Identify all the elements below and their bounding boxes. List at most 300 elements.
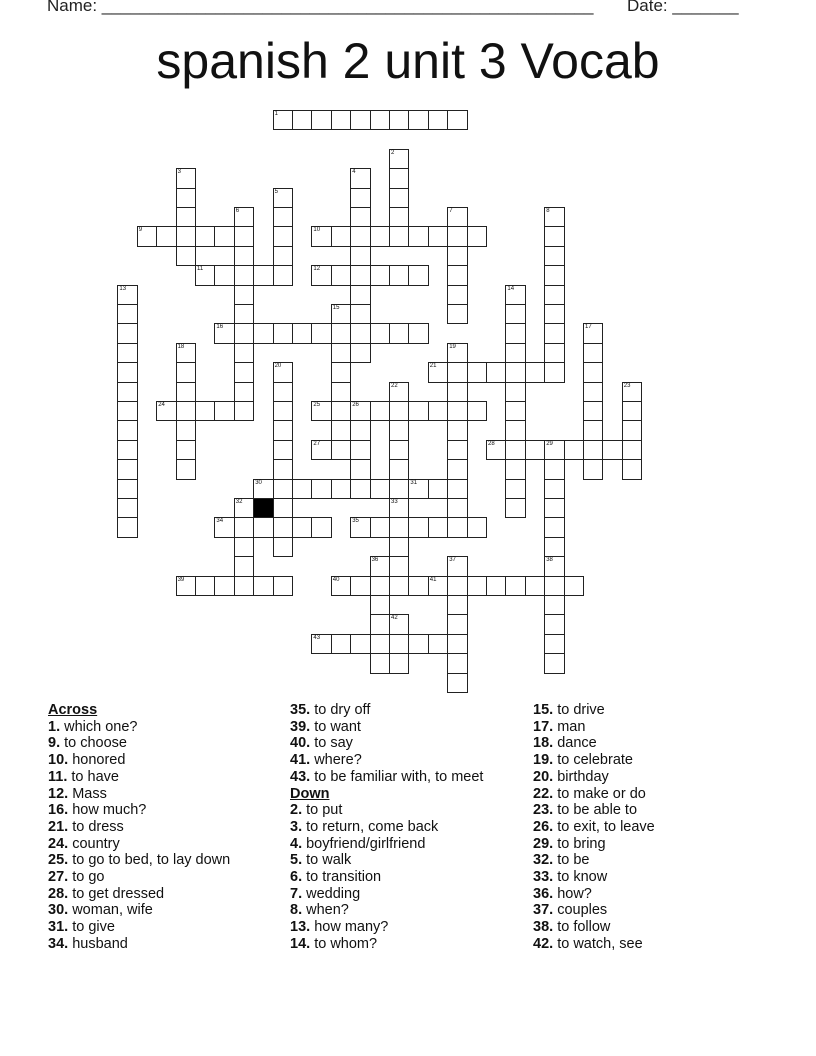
grid-cell[interactable] bbox=[370, 556, 390, 576]
grid-cell[interactable] bbox=[350, 420, 370, 440]
grid-cell[interactable] bbox=[583, 382, 603, 402]
grid-cell[interactable] bbox=[273, 517, 293, 537]
clue-item-number: 35. bbox=[290, 702, 311, 718]
grid-cell[interactable] bbox=[273, 362, 293, 382]
grid-cell[interactable] bbox=[370, 323, 390, 343]
grid-cell[interactable] bbox=[428, 110, 448, 130]
clue-item-number: 34. bbox=[48, 935, 69, 952]
clue-number: 5 bbox=[274, 188, 278, 195]
grid-cell[interactable] bbox=[428, 479, 448, 499]
grid-cell[interactable] bbox=[447, 517, 467, 537]
grid-cell[interactable] bbox=[234, 323, 254, 343]
grid-cell[interactable] bbox=[544, 517, 564, 537]
grid-cell[interactable] bbox=[331, 304, 351, 324]
grid-cell[interactable] bbox=[428, 576, 448, 596]
grid-cell[interactable] bbox=[408, 265, 428, 285]
grid-cell[interactable] bbox=[273, 459, 293, 479]
grid-cell[interactable] bbox=[273, 440, 293, 460]
grid-cell[interactable] bbox=[544, 285, 564, 305]
grid-cell[interactable] bbox=[234, 265, 254, 285]
grid-cell[interactable] bbox=[622, 459, 642, 479]
grid-cell[interactable] bbox=[467, 576, 487, 596]
grid-cell[interactable] bbox=[544, 595, 564, 615]
grid-cell[interactable] bbox=[370, 595, 390, 615]
clue-item-text: to exit, to leave bbox=[553, 818, 655, 835]
grid-cell[interactable] bbox=[311, 226, 331, 246]
clue-number: 27 bbox=[313, 440, 321, 447]
grid-cell[interactable] bbox=[544, 246, 564, 266]
clue-item-text: to dress bbox=[68, 818, 124, 835]
grid-cell[interactable] bbox=[234, 382, 254, 402]
grid-cell[interactable] bbox=[447, 285, 467, 305]
grid-cell[interactable] bbox=[117, 304, 137, 324]
clue-item-number: 30. bbox=[48, 902, 69, 919]
grid-cell[interactable] bbox=[214, 401, 234, 421]
grid-cell[interactable] bbox=[331, 576, 351, 596]
grid-cell[interactable] bbox=[564, 576, 584, 596]
grid-cell[interactable] bbox=[311, 634, 331, 654]
grid-cell[interactable] bbox=[331, 420, 351, 440]
grid-cell[interactable] bbox=[564, 440, 584, 460]
grid-cell[interactable] bbox=[273, 246, 293, 266]
grid-cell[interactable] bbox=[408, 517, 428, 537]
grid-cell[interactable] bbox=[525, 440, 545, 460]
clue-item-number: 1. bbox=[48, 718, 61, 735]
grid-cell[interactable] bbox=[389, 479, 409, 499]
clue-item-text: woman, wife bbox=[68, 902, 153, 919]
grid-cell[interactable] bbox=[544, 653, 564, 673]
grid-cell[interactable] bbox=[544, 634, 564, 654]
grid-cell[interactable] bbox=[389, 576, 409, 596]
grid-cell[interactable] bbox=[447, 343, 467, 363]
grid-cell[interactable] bbox=[408, 479, 428, 499]
grid-cell[interactable] bbox=[234, 362, 254, 382]
grid-cell[interactable] bbox=[408, 634, 428, 654]
grid-cell[interactable] bbox=[525, 576, 545, 596]
grid-cell[interactable] bbox=[505, 343, 525, 363]
grid-cell[interactable] bbox=[505, 323, 525, 343]
grid-cell[interactable] bbox=[117, 498, 137, 518]
grid-cell[interactable] bbox=[505, 285, 525, 305]
grid-cell[interactable] bbox=[447, 576, 467, 596]
grid-cell[interactable] bbox=[467, 362, 487, 382]
grid-cell[interactable] bbox=[176, 226, 196, 246]
grid-cell[interactable] bbox=[447, 420, 467, 440]
grid-cell[interactable] bbox=[447, 382, 467, 402]
grid-cell[interactable] bbox=[408, 576, 428, 596]
grid-cell[interactable] bbox=[428, 362, 448, 382]
grid-cell[interactable] bbox=[583, 343, 603, 363]
grid-cell[interactable] bbox=[370, 634, 390, 654]
grid-cell[interactable] bbox=[428, 634, 448, 654]
grid-cell[interactable] bbox=[505, 401, 525, 421]
grid-cell[interactable] bbox=[117, 323, 137, 343]
grid-cell[interactable] bbox=[176, 188, 196, 208]
grid-cell[interactable] bbox=[273, 265, 293, 285]
grid-cell[interactable] bbox=[234, 285, 254, 305]
grid-cell[interactable] bbox=[525, 362, 545, 382]
grid-cell[interactable] bbox=[447, 653, 467, 673]
grid-cell[interactable] bbox=[195, 226, 215, 246]
clue-item-number: 12. bbox=[48, 785, 69, 802]
grid-cell[interactable] bbox=[292, 517, 312, 537]
grid-cell[interactable] bbox=[311, 479, 331, 499]
grid-cell[interactable] bbox=[311, 110, 331, 130]
grid-cell[interactable] bbox=[117, 517, 137, 537]
grid-cell[interactable] bbox=[389, 653, 409, 673]
grid-cell[interactable] bbox=[176, 246, 196, 266]
grid-cell[interactable] bbox=[447, 362, 467, 382]
grid-cell[interactable] bbox=[137, 226, 157, 246]
grid-cell[interactable] bbox=[350, 285, 370, 305]
grid-cell[interactable] bbox=[505, 459, 525, 479]
grid-cell[interactable] bbox=[273, 110, 293, 130]
grid-cell[interactable] bbox=[467, 226, 487, 246]
grid-cell[interactable] bbox=[389, 110, 409, 130]
clue-item bbox=[48, 919, 288, 936]
grid-cell[interactable] bbox=[156, 226, 176, 246]
grid-cell[interactable] bbox=[544, 459, 564, 479]
grid-cell[interactable] bbox=[389, 323, 409, 343]
clue-number: 21 bbox=[429, 363, 437, 370]
grid-cell[interactable] bbox=[505, 440, 525, 460]
grid-cell[interactable] bbox=[273, 382, 293, 402]
clue-number: 6 bbox=[235, 208, 240, 214]
grid-cell[interactable] bbox=[447, 246, 467, 266]
grid-cell[interactable] bbox=[176, 420, 196, 440]
grid-cell[interactable] bbox=[234, 246, 254, 266]
grid-cell[interactable] bbox=[214, 576, 234, 596]
grid-cell[interactable] bbox=[350, 401, 370, 421]
grid-cell[interactable] bbox=[370, 226, 390, 246]
grid-cell[interactable] bbox=[447, 556, 467, 576]
grid-cell[interactable] bbox=[253, 517, 273, 537]
grid-cell[interactable] bbox=[428, 517, 448, 537]
grid-cell[interactable] bbox=[292, 110, 312, 130]
grid-cell[interactable] bbox=[389, 459, 409, 479]
grid-cell[interactable] bbox=[176, 207, 196, 227]
grid-cell[interactable] bbox=[544, 479, 564, 499]
grid-cell[interactable] bbox=[273, 401, 293, 421]
grid-cell[interactable] bbox=[544, 207, 564, 227]
grid-cell[interactable] bbox=[350, 168, 370, 188]
grid-cell[interactable] bbox=[350, 246, 370, 266]
grid-cell[interactable] bbox=[583, 420, 603, 440]
grid-cell[interactable] bbox=[370, 265, 390, 285]
clue-item bbox=[533, 852, 773, 869]
grid-cell[interactable] bbox=[273, 479, 293, 499]
grid-cell[interactable] bbox=[350, 110, 370, 130]
grid-cell[interactable] bbox=[428, 226, 448, 246]
grid-cell[interactable] bbox=[234, 498, 254, 518]
grid-cell[interactable] bbox=[117, 285, 137, 305]
grid-cell[interactable] bbox=[176, 401, 196, 421]
grid-cell[interactable] bbox=[195, 265, 215, 285]
grid-cell[interactable] bbox=[273, 323, 293, 343]
grid-cell[interactable] bbox=[447, 304, 467, 324]
clue-item bbox=[48, 869, 288, 886]
clue-item bbox=[48, 786, 288, 803]
grid-cell[interactable] bbox=[602, 440, 622, 460]
grid-cell[interactable] bbox=[408, 323, 428, 343]
grid-cell[interactable] bbox=[234, 304, 254, 324]
grid-cell[interactable] bbox=[273, 498, 293, 518]
grid-cell[interactable] bbox=[583, 440, 603, 460]
clue-number: 26 bbox=[352, 402, 359, 408]
clue-number: 29 bbox=[546, 440, 553, 447]
grid-cell[interactable] bbox=[273, 188, 293, 208]
grid-cell[interactable] bbox=[234, 556, 254, 576]
grid-cell[interactable] bbox=[331, 362, 351, 382]
grid-cell[interactable] bbox=[273, 420, 293, 440]
grid-cell[interactable] bbox=[505, 382, 525, 402]
grid-cell[interactable] bbox=[176, 576, 196, 596]
grid-cell[interactable] bbox=[176, 459, 196, 479]
grid-cell[interactable] bbox=[622, 401, 642, 421]
grid-cell[interactable] bbox=[544, 226, 564, 246]
clue-item bbox=[48, 852, 288, 869]
grid-cell[interactable] bbox=[544, 304, 564, 324]
grid-cell[interactable] bbox=[447, 207, 467, 227]
grid-cell[interactable] bbox=[331, 226, 351, 246]
grid-cell[interactable] bbox=[273, 226, 293, 246]
grid-cell[interactable] bbox=[350, 576, 370, 596]
date-field-label[interactable]: Date: _______ bbox=[627, 0, 739, 15]
grid-cell[interactable] bbox=[447, 614, 467, 634]
grid-cell[interactable] bbox=[117, 382, 137, 402]
grid-cell[interactable] bbox=[447, 440, 467, 460]
grid-cell[interactable] bbox=[117, 401, 137, 421]
grid-cell[interactable] bbox=[234, 343, 254, 363]
grid-cell[interactable] bbox=[234, 537, 254, 557]
grid-cell[interactable] bbox=[350, 343, 370, 363]
grid-cell[interactable] bbox=[350, 440, 370, 460]
clue-item-number: 15. bbox=[533, 702, 554, 718]
grid-cell[interactable] bbox=[544, 265, 564, 285]
clue-item bbox=[533, 802, 773, 819]
grid-cell[interactable] bbox=[389, 265, 409, 285]
clue-number: 22 bbox=[391, 382, 398, 389]
grid-cell[interactable] bbox=[117, 440, 137, 460]
grid-cell[interactable] bbox=[389, 614, 409, 634]
grid-cell[interactable] bbox=[176, 362, 196, 382]
grid-cell[interactable] bbox=[622, 382, 642, 402]
grid-cell[interactable] bbox=[389, 556, 409, 576]
grid-cell[interactable] bbox=[389, 207, 409, 227]
grid-cell[interactable] bbox=[370, 576, 390, 596]
grid-cell[interactable] bbox=[234, 401, 254, 421]
grid-cell[interactable] bbox=[544, 576, 564, 596]
grid-cell[interactable] bbox=[544, 343, 564, 363]
grid-cell[interactable] bbox=[273, 207, 293, 227]
grid-cell[interactable] bbox=[486, 440, 506, 460]
clue-number: 14 bbox=[507, 285, 515, 292]
clue-list bbox=[0, 702, 816, 962]
clue-item-number: 39. bbox=[290, 718, 311, 735]
grid-cell[interactable] bbox=[389, 188, 409, 208]
grid-cell[interactable] bbox=[544, 614, 564, 634]
grid-cell[interactable] bbox=[389, 382, 409, 402]
grid-cell[interactable] bbox=[389, 401, 409, 421]
clue-item-number: 3. bbox=[290, 818, 303, 835]
grid-cell[interactable] bbox=[331, 634, 351, 654]
grid-cell[interactable] bbox=[331, 323, 351, 343]
grid-cell[interactable] bbox=[370, 401, 390, 421]
grid-cell[interactable] bbox=[370, 479, 390, 499]
grid-cell[interactable] bbox=[292, 323, 312, 343]
clue-number: 10 bbox=[313, 227, 321, 234]
grid-cell[interactable] bbox=[331, 110, 351, 130]
clue-item-number: 29. bbox=[533, 835, 554, 852]
grid-cell[interactable] bbox=[505, 362, 525, 382]
grid-cell[interactable] bbox=[408, 110, 428, 130]
grid-cell[interactable] bbox=[331, 382, 351, 402]
grid-cell[interactable] bbox=[370, 653, 390, 673]
grid-cell[interactable] bbox=[622, 420, 642, 440]
grid-cell[interactable] bbox=[583, 459, 603, 479]
grid-cell[interactable] bbox=[176, 168, 196, 188]
grid-cell[interactable] bbox=[214, 265, 234, 285]
grid-cell[interactable] bbox=[505, 479, 525, 499]
grid-cell[interactable] bbox=[544, 323, 564, 343]
grid-cell[interactable] bbox=[350, 634, 370, 654]
grid-cell[interactable] bbox=[176, 382, 196, 402]
grid-cell[interactable] bbox=[447, 110, 467, 130]
grid-cell[interactable] bbox=[176, 343, 196, 363]
grid-cell[interactable] bbox=[311, 323, 331, 343]
grid-cell[interactable] bbox=[467, 517, 487, 537]
grid-cell[interactable] bbox=[117, 459, 137, 479]
grid-cell[interactable] bbox=[311, 517, 331, 537]
grid-cell[interactable] bbox=[447, 673, 467, 693]
grid-cell[interactable] bbox=[350, 517, 370, 537]
grid-cell[interactable] bbox=[486, 362, 506, 382]
grid-cell[interactable] bbox=[195, 576, 215, 596]
grid-cell[interactable] bbox=[253, 576, 273, 596]
grid-cell[interactable] bbox=[234, 517, 254, 537]
grid-cell[interactable] bbox=[350, 479, 370, 499]
grid-cell[interactable] bbox=[370, 614, 390, 634]
clue-item bbox=[48, 836, 288, 853]
grid-cell[interactable] bbox=[408, 226, 428, 246]
grid-cell[interactable] bbox=[447, 265, 467, 285]
grid-cell[interactable] bbox=[447, 226, 467, 246]
clue-number: 23 bbox=[623, 382, 631, 389]
clue-item bbox=[290, 919, 530, 936]
grid-cell[interactable] bbox=[467, 401, 487, 421]
grid-cell[interactable] bbox=[505, 498, 525, 518]
grid-cell[interactable] bbox=[350, 207, 370, 227]
clue-item-text: honored bbox=[68, 752, 126, 769]
grid-cell[interactable] bbox=[214, 517, 234, 537]
grid-cell[interactable] bbox=[331, 265, 351, 285]
grid-cell[interactable] bbox=[350, 265, 370, 285]
grid-cell[interactable] bbox=[331, 401, 351, 421]
grid-cell[interactable] bbox=[428, 401, 448, 421]
grid-cell[interactable] bbox=[331, 343, 351, 363]
grid-cell[interactable] bbox=[331, 440, 351, 460]
clue-item-number: 2. bbox=[290, 802, 303, 819]
grid-cell[interactable] bbox=[447, 595, 467, 615]
grid-cell[interactable] bbox=[370, 110, 390, 130]
grid-cell[interactable] bbox=[447, 634, 467, 654]
grid-cell[interactable] bbox=[544, 362, 564, 382]
grid-cell[interactable] bbox=[331, 479, 351, 499]
grid-cell[interactable] bbox=[117, 362, 137, 382]
grid-cell[interactable] bbox=[350, 188, 370, 208]
grid-cell[interactable] bbox=[447, 401, 467, 421]
grid-cell[interactable] bbox=[350, 226, 370, 246]
grid-cell[interactable] bbox=[389, 226, 409, 246]
grid-cell[interactable] bbox=[117, 420, 137, 440]
grid-cell[interactable] bbox=[350, 459, 370, 479]
grid-cell[interactable] bbox=[311, 440, 331, 460]
grid-cell[interactable] bbox=[292, 479, 312, 499]
grid-cell[interactable] bbox=[273, 537, 293, 557]
grid-cell[interactable] bbox=[389, 420, 409, 440]
grid-cell[interactable] bbox=[214, 226, 234, 246]
grid-cell[interactable] bbox=[176, 440, 196, 460]
clue-item-number: 32. bbox=[533, 852, 554, 869]
grid-cell[interactable] bbox=[505, 576, 525, 596]
grid-cell[interactable] bbox=[370, 517, 390, 537]
grid-cell[interactable] bbox=[544, 537, 564, 557]
grid-cell[interactable] bbox=[447, 479, 467, 499]
grid-cell[interactable] bbox=[253, 479, 273, 499]
grid-cell[interactable] bbox=[389, 440, 409, 460]
grid-cell[interactable] bbox=[389, 498, 409, 518]
grid-cell[interactable] bbox=[583, 401, 603, 421]
grid-cell[interactable] bbox=[389, 149, 409, 169]
grid-cell[interactable] bbox=[544, 440, 564, 460]
grid-cell[interactable] bbox=[311, 265, 331, 285]
grid-cell[interactable] bbox=[214, 323, 234, 343]
grid-cell[interactable] bbox=[234, 576, 254, 596]
grid-cell[interactable] bbox=[447, 498, 467, 518]
grid-cell[interactable] bbox=[505, 420, 525, 440]
grid-cell[interactable] bbox=[389, 517, 409, 537]
grid-cell[interactable] bbox=[234, 207, 254, 227]
name-field-label[interactable]: Name: ____________________________________________________ bbox=[47, 0, 594, 15]
grid-cell[interactable] bbox=[117, 343, 137, 363]
grid-cell[interactable] bbox=[544, 498, 564, 518]
grid-cell[interactable] bbox=[195, 401, 215, 421]
grid-cell[interactable] bbox=[117, 479, 137, 499]
grid-cell[interactable] bbox=[156, 401, 176, 421]
clue-item-number: 41. bbox=[290, 752, 311, 769]
grid-cell[interactable] bbox=[234, 226, 254, 246]
grid-cell[interactable] bbox=[350, 304, 370, 324]
grid-cell[interactable] bbox=[273, 576, 293, 596]
grid-cell[interactable] bbox=[389, 634, 409, 654]
grid-cell[interactable] bbox=[408, 401, 428, 421]
grid-cell[interactable] bbox=[583, 323, 603, 343]
grid-cell[interactable] bbox=[622, 440, 642, 460]
grid-cell[interactable] bbox=[505, 304, 525, 324]
grid-cell[interactable] bbox=[486, 576, 506, 596]
grid-cell[interactable] bbox=[389, 537, 409, 557]
grid-cell[interactable] bbox=[544, 556, 564, 576]
grid-cell[interactable] bbox=[350, 323, 370, 343]
grid-cell[interactable] bbox=[253, 265, 273, 285]
grid-cell[interactable] bbox=[253, 323, 273, 343]
grid-cell[interactable] bbox=[311, 401, 331, 421]
grid-cell[interactable] bbox=[389, 168, 409, 188]
clue-item-number: 19. bbox=[533, 752, 554, 769]
grid-cell[interactable] bbox=[447, 459, 467, 479]
clue-item bbox=[290, 752, 530, 769]
grid-cell[interactable] bbox=[583, 362, 603, 382]
